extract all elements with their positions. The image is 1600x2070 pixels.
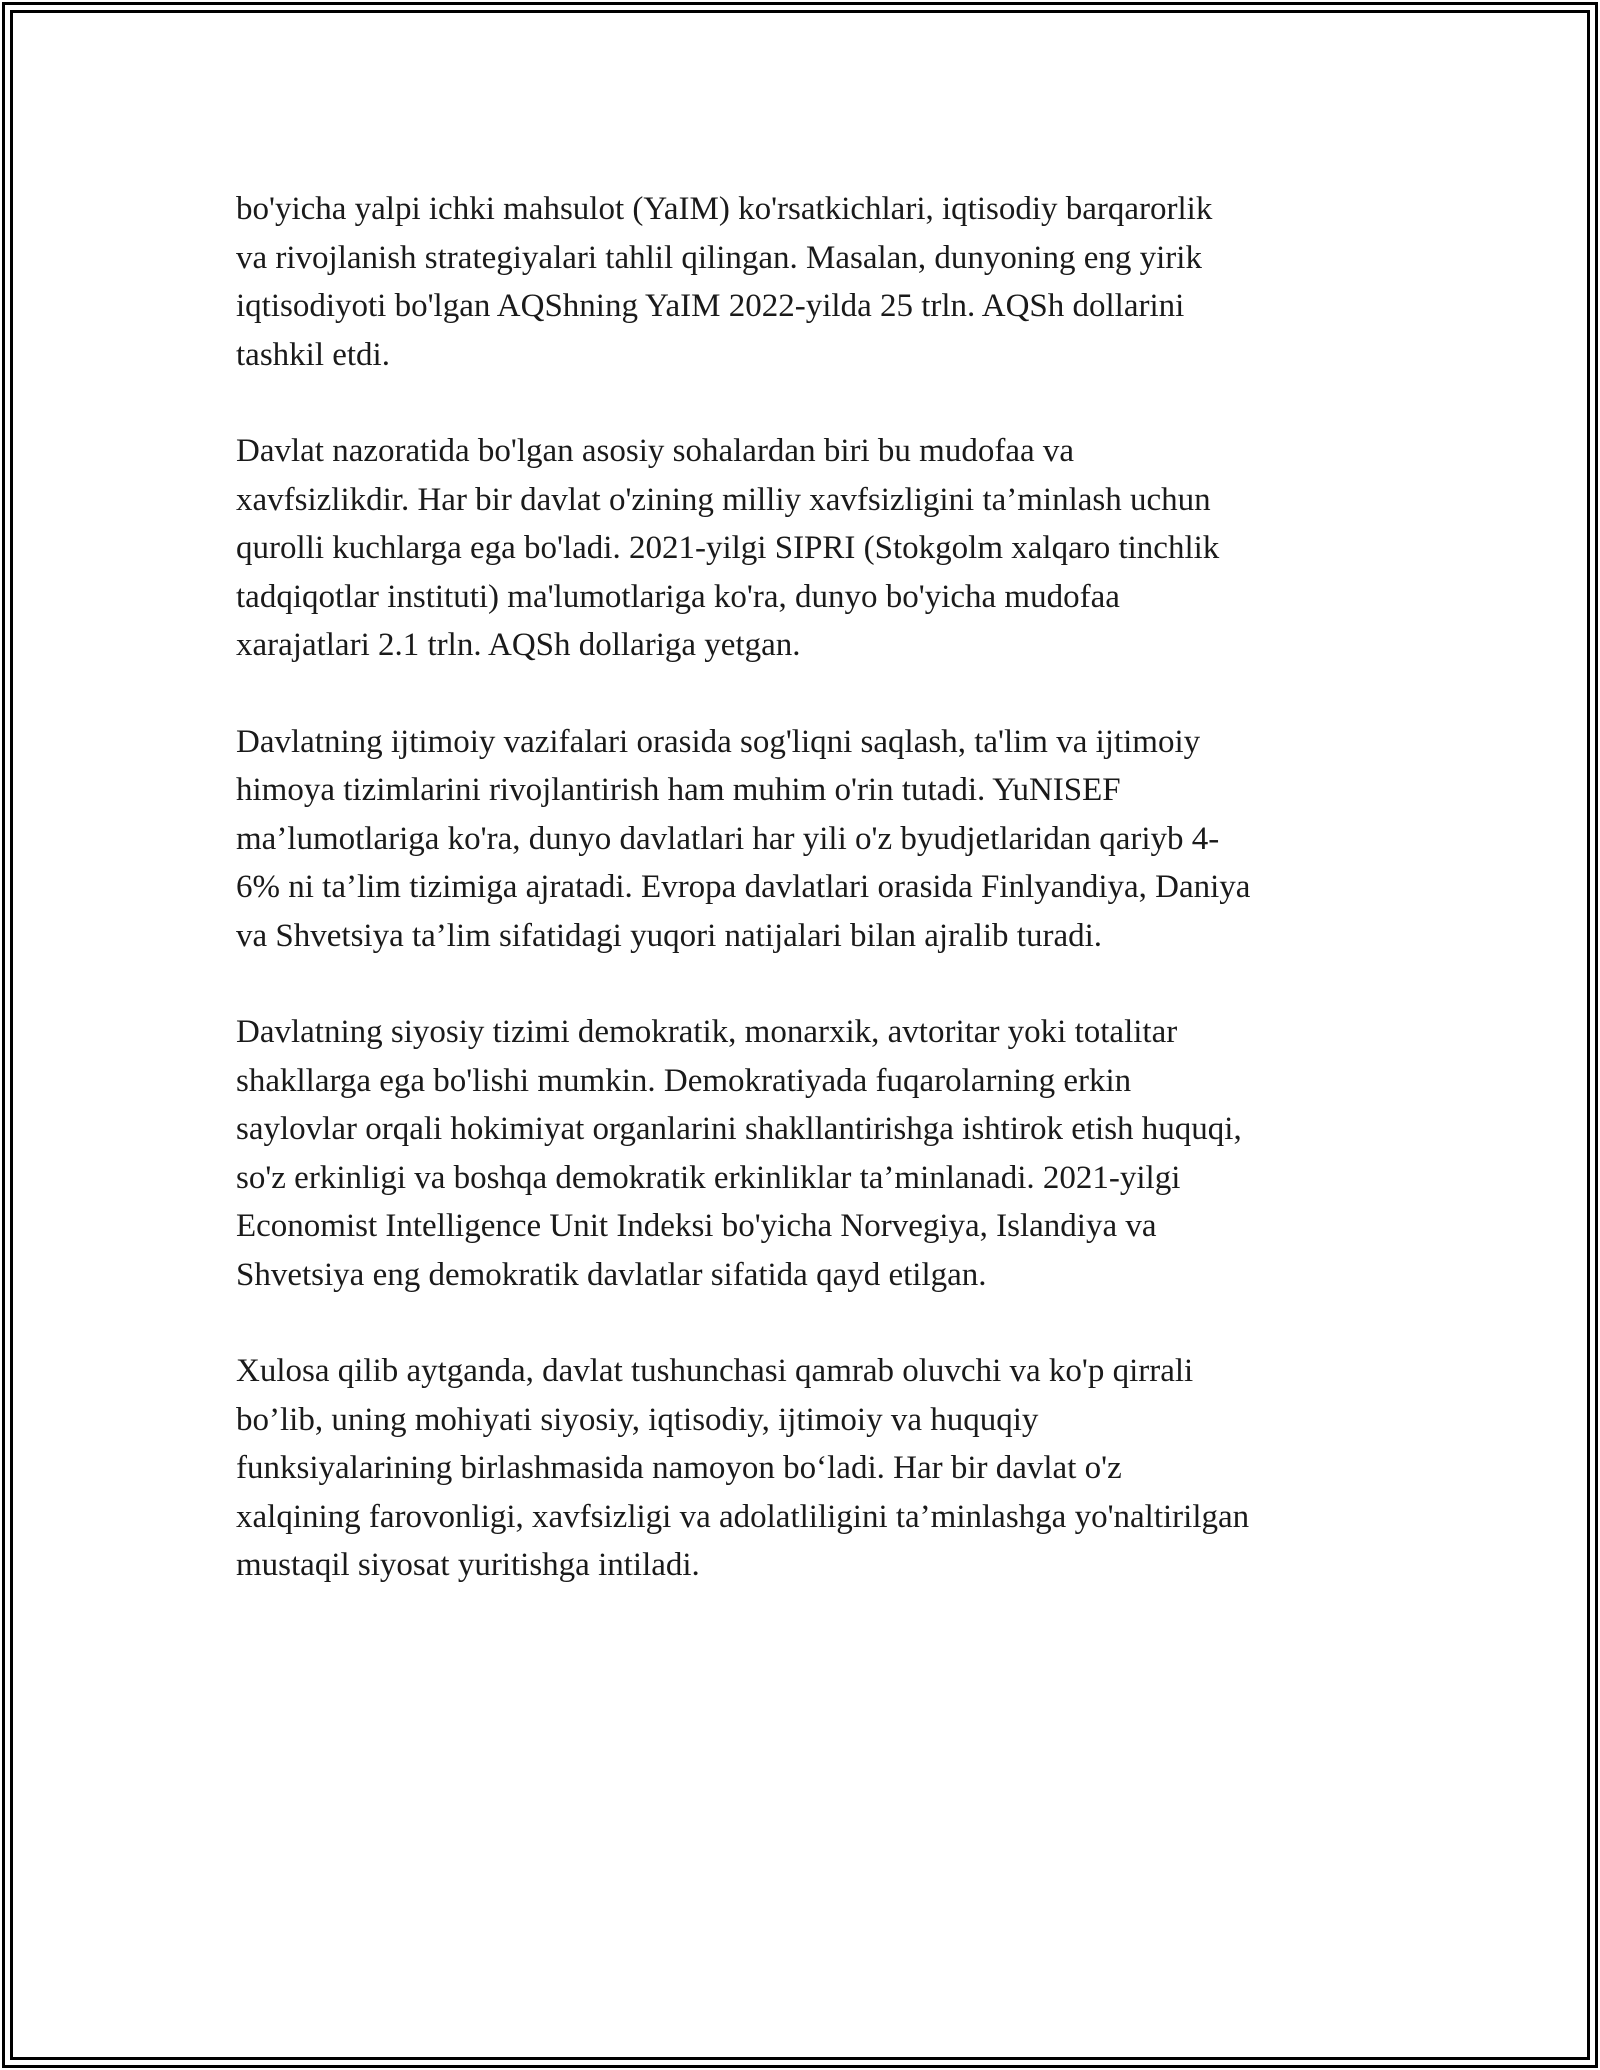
text-line: Davlat nazoratida bo'lgan asosiy sohalardan biri bu mudofaa va	[236, 433, 1075, 469]
text-line: qurolli kuchlarga ega bo'ladi. 2021-yilgi SIPRI (Stokgolm xalqaro tinchlik	[236, 530, 1220, 566]
text-line: shakllarga ega bo'lishi mumkin. Demokratiyada fuqarolarning erkin	[236, 1062, 1132, 1099]
text-line: so'z erkinligi va boshqa demokratik erkinliklar ta’minlanadi. 2021-yilgi	[236, 1159, 1181, 1196]
text-line: saylovlar orqali hokimiyat organlarini shakllantirishga ishtirok etish huquqi,	[236, 1111, 1242, 1147]
text-line: tadqiqotlar instituti) ma'lumotlariga ko'ra, dunyo bo'yicha mudofaa	[236, 578, 1120, 615]
text-line: tashkil etdi.	[236, 336, 390, 373]
text-line: ma’lumotlariga ko'ra, dunyo davlatlari har yili o'z byudjetlaridan qariyb 4-	[236, 820, 1220, 857]
text-line: Economist Intelligence Unit Indeksi bo'yicha Norvegiya, Islandiya va	[236, 1208, 1157, 1244]
text-line: mustaqil siyosat yuritishga intiladi.	[236, 1547, 700, 1583]
text-line: Xulosa qilib aytganda, davlat tushunchasi qamrab oluvchi va ko'p qirrali	[236, 1353, 1194, 1389]
text-line: va Shvetsiya ta’lim sifatidagi yuqori natijalari bilan ajralib turadi.	[236, 917, 1103, 954]
document-body	[236, 185, 1376, 1638]
paragraph-1	[236, 185, 1376, 379]
paragraph-5	[236, 1347, 1376, 1590]
text-line: funksiyalarining birlashmasida namoyon bo‘ladi. Har bir davlat o'z	[236, 1450, 1122, 1486]
text-line: Shvetsiya eng demokratik davlatlar sifatida qayd etilgan.	[236, 1256, 987, 1293]
text-line: 6% ni ta’lim tizimiga ajratadi. Evropa davlatlari orasida Finlyandiya, Daniya	[236, 869, 1251, 905]
text-line: xalqining farovonligi, xavfsizligi va adolatliligini ta’minlashga yo'naltirilgan	[236, 1498, 1250, 1535]
text-line: Davlatning ijtimoiy vazifalari orasida sog'liqni saqlash, ta'lim va ijtimoiy	[236, 723, 1201, 760]
text-line: va rivojlanish strategiyalari tahlil qilingan. Masalan, dunyoning eng yirik	[236, 239, 1202, 276]
text-line: bo'yicha yalpi ichki mahsulot (YaIM) ko'rsatkichlari, iqtisodiy barqarorlik	[236, 191, 1213, 227]
text-line: xavfsizlikdir. Har bir davlat o'zining milliy xavfsizligini ta’minlash uchun	[236, 481, 1211, 518]
text-line: xarajatlari 2.1 trln. AQSh dollariga yetgan.	[236, 627, 801, 663]
text-line: iqtisodiyoti bo'lgan AQShning YaIM 2022-yilda 25 trln. AQSh dollarini	[236, 288, 1185, 324]
text-line: himoya tizimlarini rivojlantirish ham muhim o'rin tutadi. YuNISEF	[236, 772, 1121, 808]
paragraph-2	[236, 427, 1376, 670]
paragraph-3	[236, 718, 1376, 961]
text-line: Davlatning siyosiy tizimi demokratik, monarxik, avtoritar yoki totalitar	[236, 1014, 1178, 1050]
text-line: bo’lib, uning mohiyati siyosiy, iqtisodiy, ijtimoiy va huquqiy	[236, 1401, 1039, 1438]
paragraph-4	[236, 1008, 1376, 1299]
